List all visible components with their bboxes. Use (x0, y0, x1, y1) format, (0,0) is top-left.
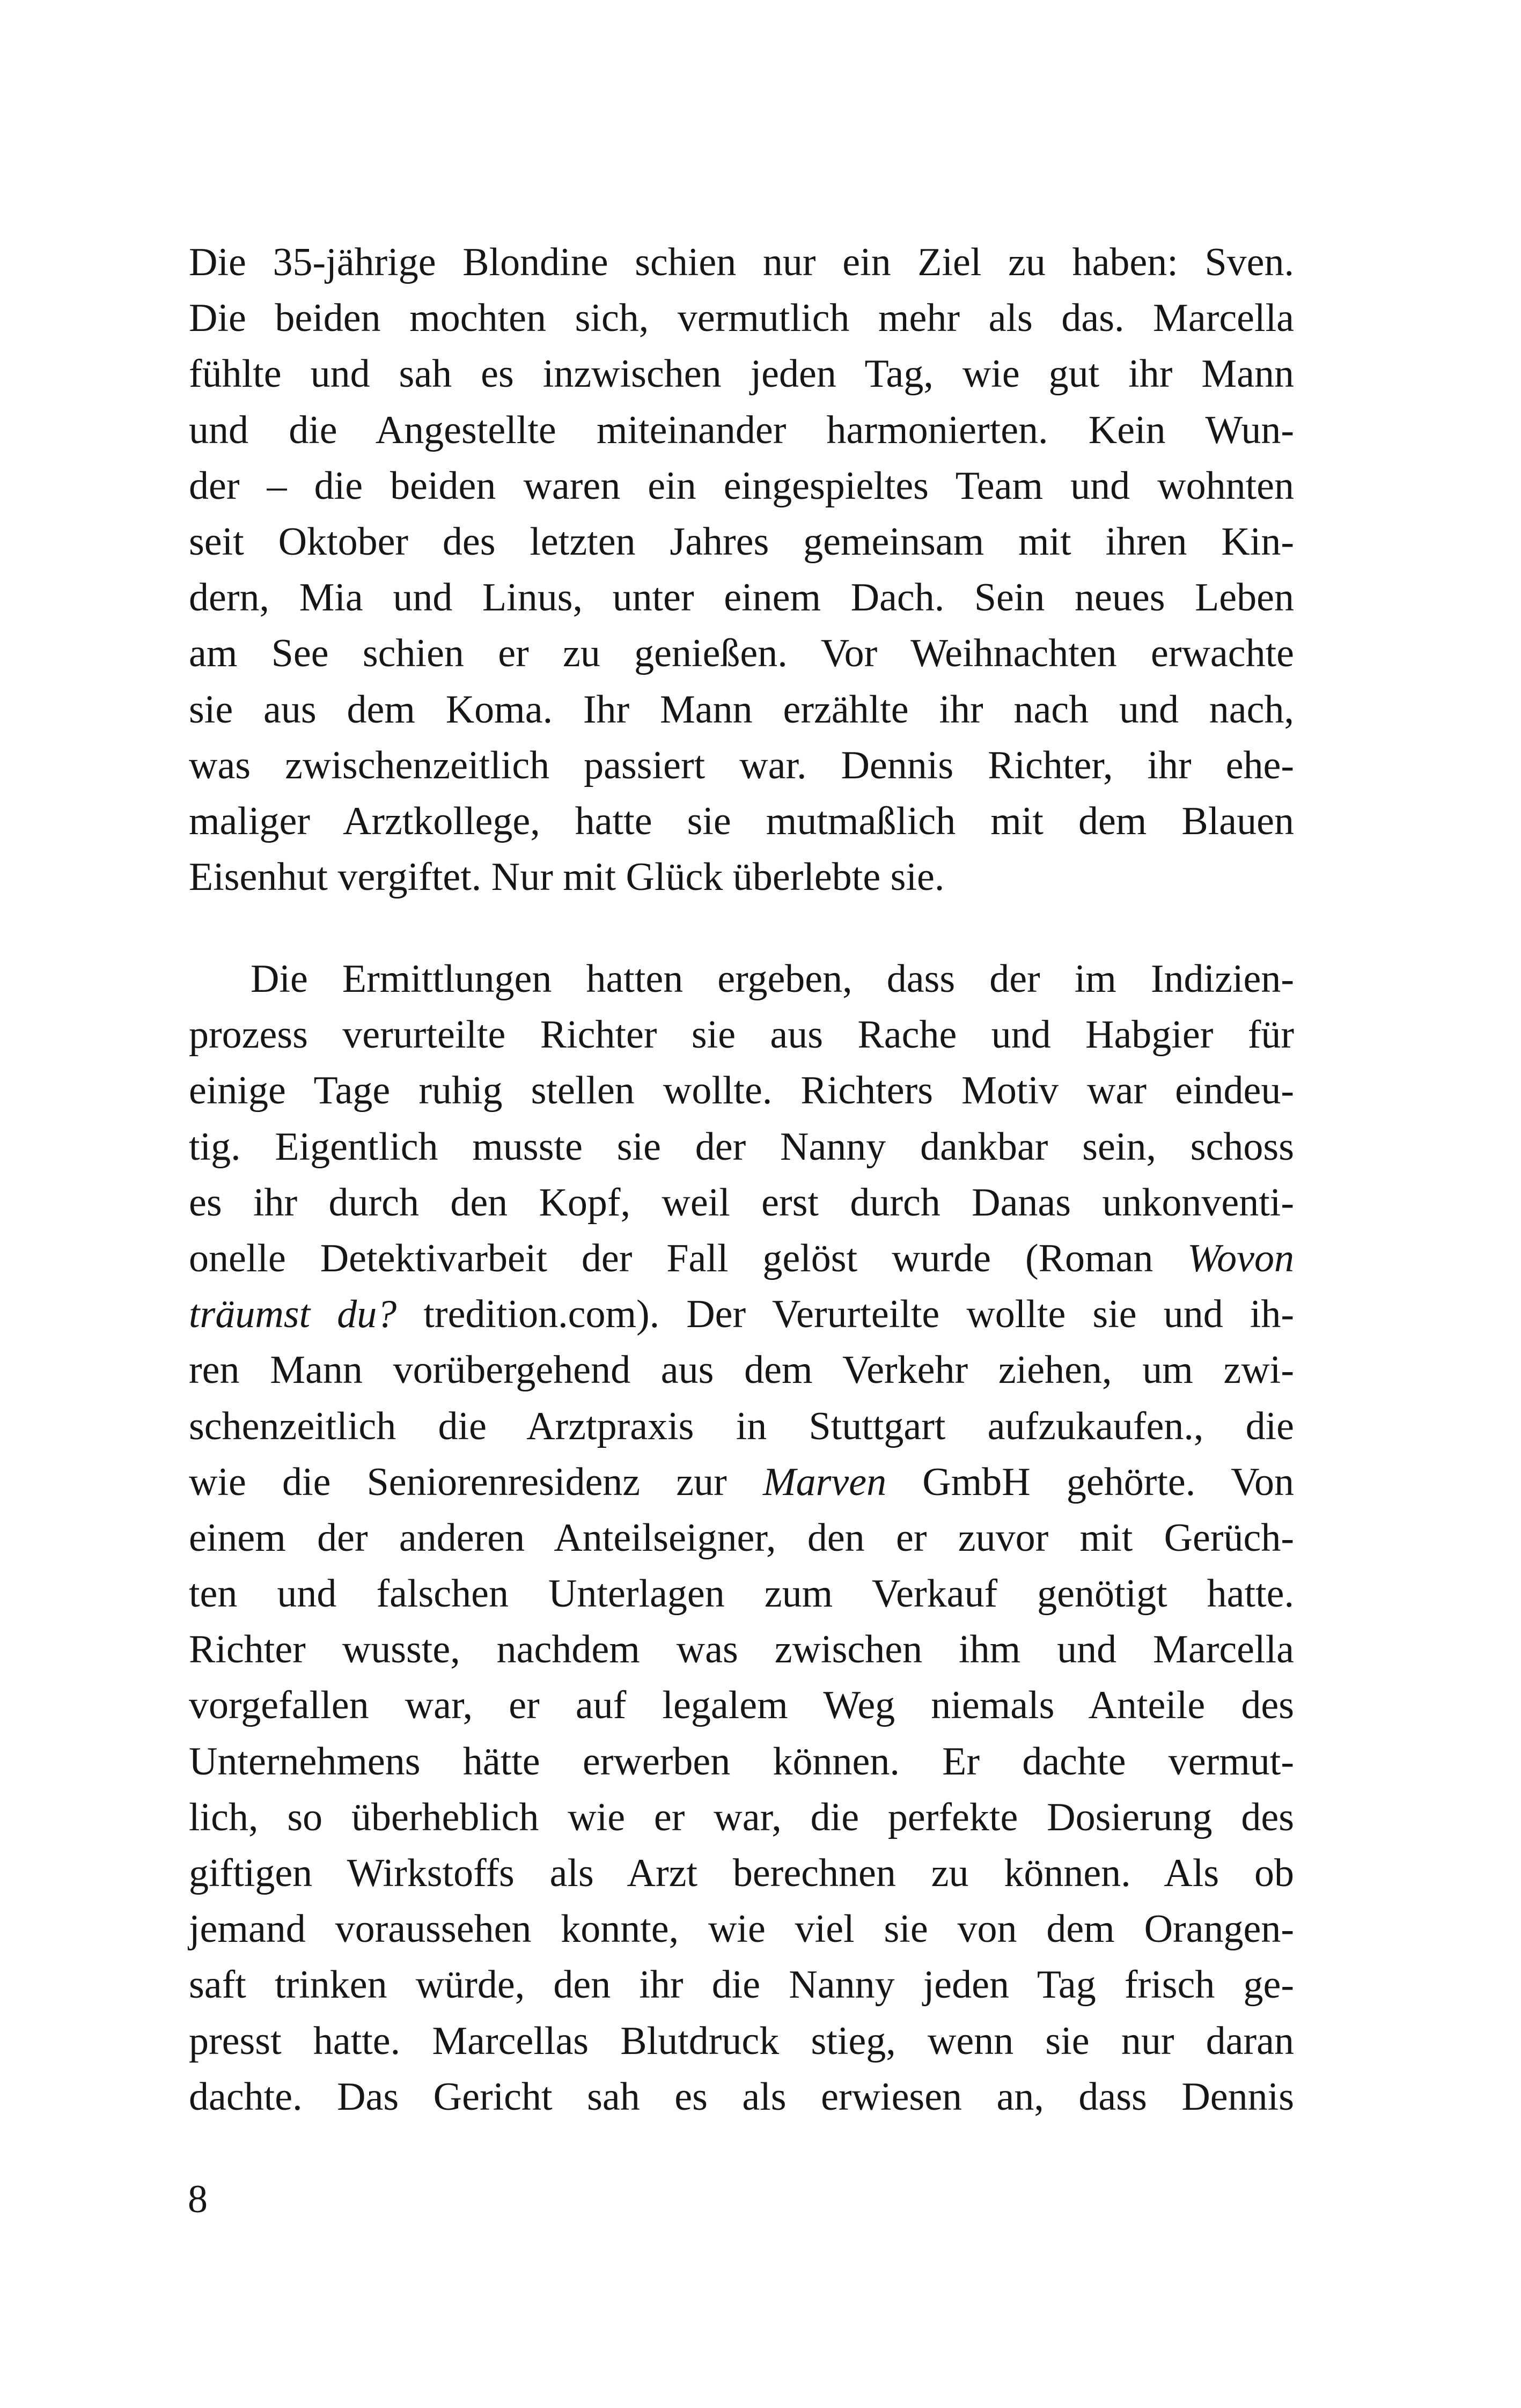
text-line: ten und falschen Unterlagen zum Verkauf genötigt hatte. (189, 1572, 1294, 1616)
text-line: Richter wusste, nachdem was zwischen ihm und Marcella (189, 1628, 1294, 1672)
text-line: und die Angestellte miteinander harmonierten. Kein Wun- (189, 408, 1294, 452)
text-line: vorgefallen war, er auf legalem Weg niemals Anteile des (189, 1683, 1294, 1728)
text-line: Unternehmens hätte erwerben können. Er dachte vermut- (189, 1739, 1294, 1784)
paragraph-1 (189, 234, 1294, 905)
paragraph-2 (189, 951, 1294, 2125)
text-line: prozess verurteilte Richter sie aus Rache und Habgier für (189, 1013, 1294, 1057)
text-line: sie aus dem Koma. Ihr Mann erzählte ihr nach und nach, (189, 687, 1294, 732)
text-line: saft trinken würde, den ihr die Nanny jeden Tag frisch ge- (189, 1963, 1294, 2007)
text-line: Die Ermittlungen hatten ergeben, dass der im Indizien- (251, 957, 1294, 1001)
text-line: Die 35-jährige Blondine schien nur ein Ziel zu haben: Sven. (189, 240, 1294, 284)
text-line: träumst du? tredition.com). Der Verurteilte wollte sie und ih- (189, 1292, 1295, 1337)
text-line: Die beiden mochten sich, vermutlich mehr als das. Marcella (189, 296, 1294, 341)
text-line: wie die Seniorenresidenz zur Marven GmbH gehörte. Von (189, 1460, 1294, 1504)
text-line: schenzeitlich die Arztpraxis in Stuttgart aufzukaufen., die (189, 1404, 1294, 1448)
text-line: am See schien er zu genießen. Vor Weihnachten erwachte (189, 631, 1294, 676)
text-line: einige Tage ruhig stellen wollte. Richters Motiv war eindeu- (189, 1069, 1294, 1113)
text-line: fühlte und sah es inzwischen jeden Tag, wie gut ihr Mann (189, 352, 1294, 396)
text-line: giftigen Wirkstoffs als Arzt berechnen zu können. Als ob (189, 1851, 1294, 1895)
text-line: der – die beiden waren ein eingespieltes Team und wohnten (189, 463, 1294, 508)
text-line: jemand voraussehen konnte, wie viel sie von dem Orangen- (189, 1907, 1294, 1952)
text-line: dachte. Das Gericht sah es als erwiesen an, dass Dennis (189, 2074, 1294, 2119)
text-line: dern, Mia und Linus, unter einem Dach. Sein neues Leben (189, 576, 1294, 620)
text-line: tig. Eigentlich musste sie der Nanny dankbar sein, schoss (189, 1124, 1294, 1169)
text-line: es ihr durch den Kopf, weil erst durch Danas unkonventi- (189, 1180, 1294, 1225)
text-line: lich, so überheblich wie er war, die perfekte Dosierung des (189, 1795, 1294, 1839)
text-line: was zwischenzeitlich passiert war. Dennis Richter, ihr ehe- (189, 743, 1294, 787)
text-line: onelle Detektivarbeit der Fall gelöst wurde (Roman Wovon (189, 1236, 1294, 1280)
text-line: Eisenhut vergiftet. Nur mit Glück überlebte sie. (189, 855, 945, 900)
text-line: einem der anderen Anteilseigner, den er zuvor mit Gerüch- (189, 1515, 1294, 1560)
text-line: seit Oktober des letzten Jahres gemeinsam mit ihren Kin- (189, 519, 1294, 564)
text-line: ren Mann vorübergehend aus dem Verkehr ziehen, um zwi- (189, 1348, 1294, 1393)
text-line: maliger Arztkollege, hatte sie mutmaßlich mit dem Blauen (189, 799, 1294, 843)
page-number: 8 (188, 2177, 208, 2221)
text-line: presst hatte. Marcellas Blutdruck stieg, wenn sie nur daran (189, 2019, 1294, 2063)
